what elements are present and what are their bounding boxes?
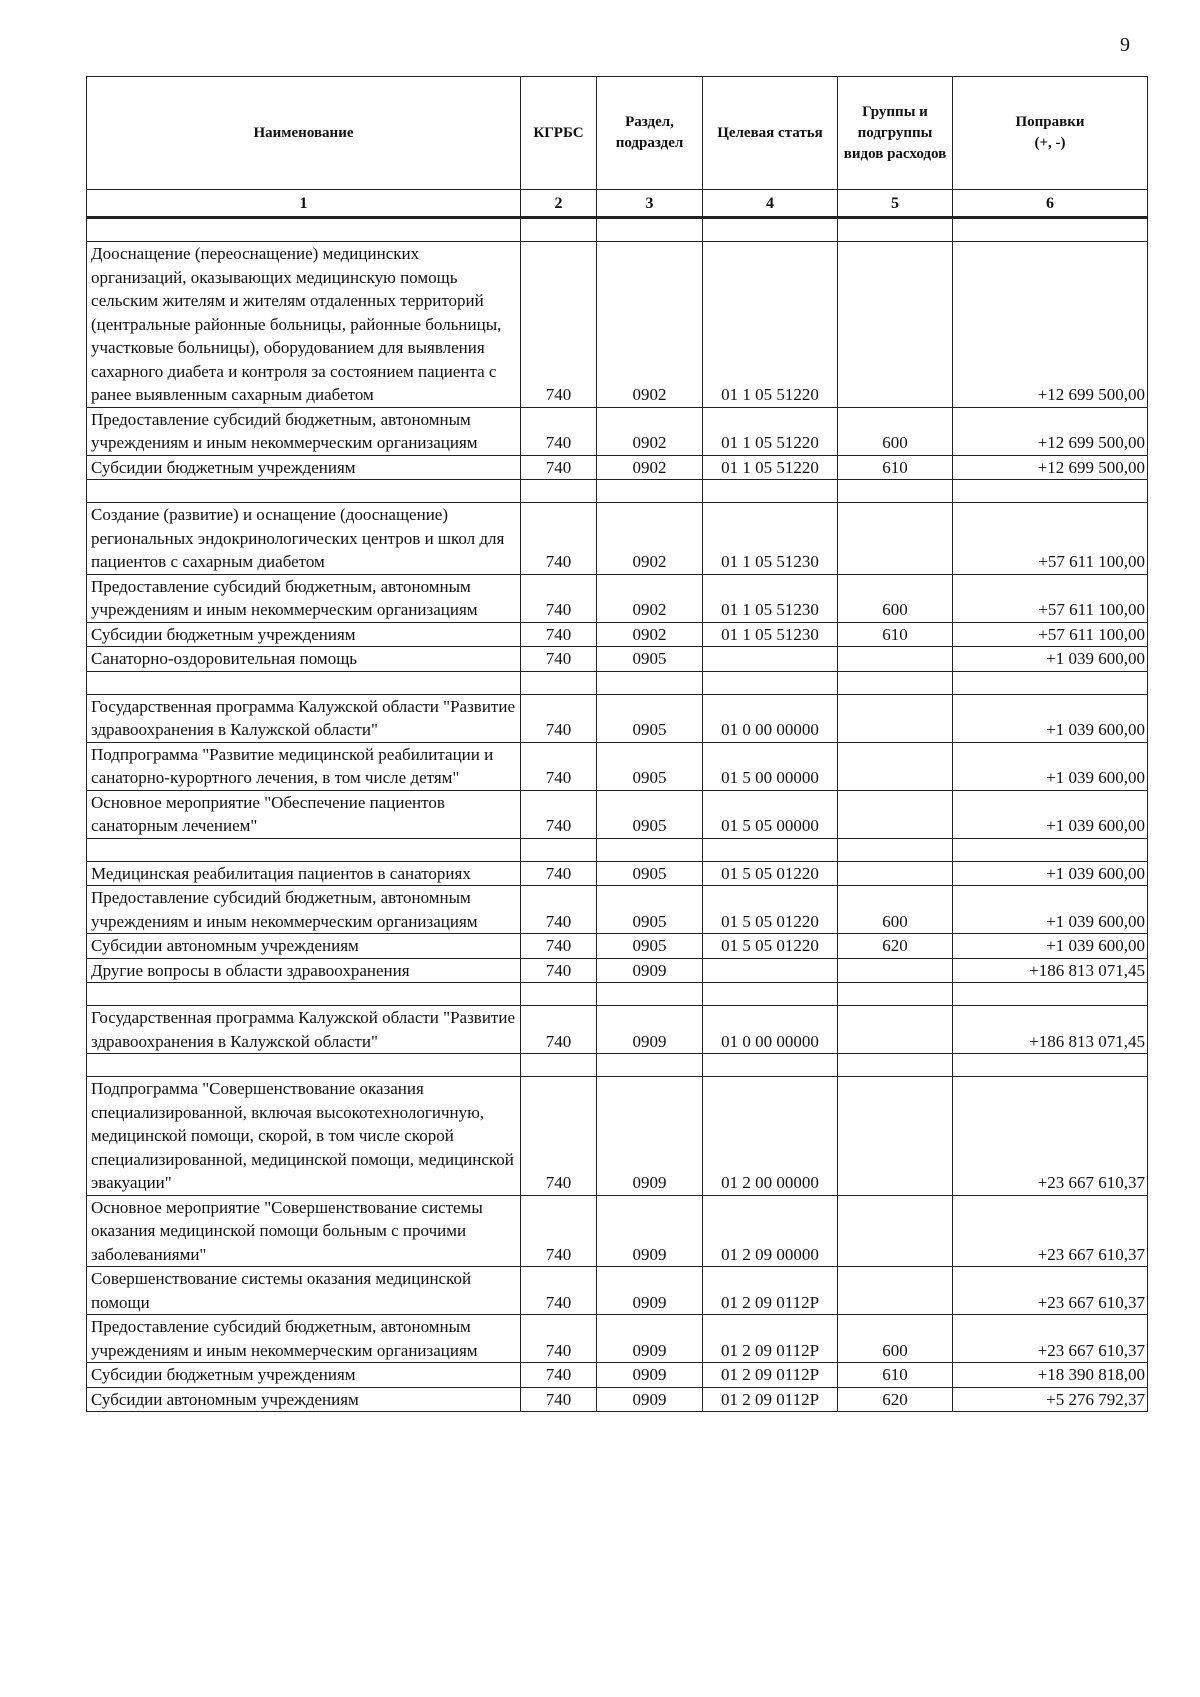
row-razdel: 0905	[597, 647, 703, 672]
row-kgrbs: 740	[521, 1077, 597, 1196]
row-name: Санаторно-оздоровительная помощь	[87, 647, 521, 672]
row-expense-group: 610	[838, 622, 953, 647]
page-number: 9	[1120, 34, 1130, 56]
column-number: 3	[597, 190, 703, 218]
row-target-article: 01 5 05 01220	[703, 861, 838, 886]
row-expense-group: 610	[838, 455, 953, 480]
header-target-article: Целевая статья	[703, 77, 838, 190]
spacer-cell	[953, 671, 1148, 694]
row-razdel: 0905	[597, 790, 703, 838]
row-razdel: 0909	[597, 1195, 703, 1267]
spacer-cell	[597, 480, 703, 503]
row-target-article: 01 1 05 51230	[703, 622, 838, 647]
row-razdel: 0902	[597, 455, 703, 480]
row-razdel: 0909	[597, 1363, 703, 1388]
spacer-cell	[953, 838, 1148, 861]
table-row	[87, 1267, 1148, 1315]
table-row	[87, 622, 1148, 647]
spacer-cell	[87, 983, 521, 1006]
table-row	[87, 742, 1148, 790]
spacer-cell	[521, 1054, 597, 1077]
header-amendments-sign: (+, -)	[1034, 135, 1066, 151]
table-row	[87, 694, 1148, 742]
row-amount: +1 039 600,00	[953, 742, 1148, 790]
spacer-cell	[597, 1054, 703, 1077]
row-expense-group	[838, 503, 953, 575]
spacer-cell	[838, 1054, 953, 1077]
row-target-article: 01 2 00 00000	[703, 1077, 838, 1196]
spacer-cell	[953, 1054, 1148, 1077]
spacer-cell	[703, 983, 838, 1006]
row-spacer	[87, 983, 1148, 1006]
row-amount: +23 667 610,37	[953, 1077, 1148, 1196]
spacer-cell	[87, 218, 521, 242]
column-number: 6	[953, 190, 1148, 218]
header-kgrbs: КГРБС	[521, 77, 597, 190]
row-target-article: 01 5 05 00000	[703, 790, 838, 838]
row-name: Субсидии автономным учреждениям	[87, 934, 521, 959]
row-target-article: 01 5 05 01220	[703, 934, 838, 959]
row-name: Предоставление субсидий бюджетным, автономным учреждениям и иным некоммерческим организациям	[87, 886, 521, 934]
table-row	[87, 503, 1148, 575]
row-kgrbs: 740	[521, 647, 597, 672]
row-target-article: 01 1 05 51230	[703, 503, 838, 575]
row-target-article	[703, 958, 838, 983]
row-expense-group: 600	[838, 1315, 953, 1363]
spacer-cell	[521, 218, 597, 242]
row-name: Предоставление субсидий бюджетным, автономным учреждениям и иным некоммерческим организациям	[87, 407, 521, 455]
spacer-cell	[838, 983, 953, 1006]
row-amount: +186 813 071,45	[953, 958, 1148, 983]
row-amount: +1 039 600,00	[953, 934, 1148, 959]
table-row	[87, 242, 1148, 408]
row-amount: +1 039 600,00	[953, 886, 1148, 934]
spacer-cell	[87, 838, 521, 861]
table-row	[87, 1006, 1148, 1054]
table-row	[87, 407, 1148, 455]
row-target-article: 01 2 09 0112Р	[703, 1363, 838, 1388]
row-amount: +12 699 500,00	[953, 455, 1148, 480]
row-razdel: 0902	[597, 242, 703, 408]
row-razdel: 0902	[597, 407, 703, 455]
spacer-cell	[838, 838, 953, 861]
spacer-cell	[838, 671, 953, 694]
row-amount: +5 276 792,37	[953, 1387, 1148, 1412]
row-target-article: 01 2 09 00000	[703, 1195, 838, 1267]
row-kgrbs: 740	[521, 622, 597, 647]
row-amount: +186 813 071,45	[953, 1006, 1148, 1054]
spacer-cell	[521, 671, 597, 694]
spacer-cell	[597, 838, 703, 861]
row-razdel: 0909	[597, 1387, 703, 1412]
row-name: Предоставление субсидий бюджетным, автономным учреждениям и иным некоммерческим организациям	[87, 1315, 521, 1363]
row-razdel: 0905	[597, 934, 703, 959]
spacer-cell	[703, 480, 838, 503]
row-name: Предоставление субсидий бюджетным, автономным учреждениям и иным некоммерческим организациям	[87, 574, 521, 622]
column-number: 4	[703, 190, 838, 218]
row-expense-group	[838, 1267, 953, 1315]
table-row	[87, 1315, 1148, 1363]
row-expense-group	[838, 647, 953, 672]
spacer-cell	[521, 838, 597, 861]
table-row	[87, 455, 1148, 480]
table-body	[87, 218, 1148, 1412]
spacer-cell	[838, 480, 953, 503]
table-header	[87, 77, 1148, 218]
row-expense-group: 600	[838, 574, 953, 622]
header-expense-groups: Группы и подгруппы видов расходов	[838, 77, 953, 190]
column-number: 1	[87, 190, 521, 218]
spacer-cell	[87, 480, 521, 503]
row-target-article: 01 2 09 0112Р	[703, 1315, 838, 1363]
row-kgrbs: 740	[521, 455, 597, 480]
spacer-cell	[838, 218, 953, 242]
spacer-cell	[703, 1054, 838, 1077]
row-razdel: 0909	[597, 1077, 703, 1196]
row-expense-group	[838, 242, 953, 408]
row-razdel: 0902	[597, 622, 703, 647]
row-amount: +1 039 600,00	[953, 790, 1148, 838]
row-target-article: 01 1 05 51220	[703, 242, 838, 408]
row-kgrbs: 740	[521, 1195, 597, 1267]
row-kgrbs: 740	[521, 574, 597, 622]
row-name: Подпрограмма "Совершенствование оказания специализированной, включая высокотехнологичную, медицинской помощи, скорой, в том числе скорой специализированной, медицинской помощи, медицинской эвакуации"	[87, 1077, 521, 1196]
row-kgrbs: 740	[521, 1363, 597, 1388]
row-kgrbs: 740	[521, 1267, 597, 1315]
row-kgrbs: 740	[521, 958, 597, 983]
row-amount: +1 039 600,00	[953, 861, 1148, 886]
row-amount: +57 611 100,00	[953, 503, 1148, 575]
row-kgrbs: 740	[521, 861, 597, 886]
row-razdel: 0909	[597, 958, 703, 983]
row-name: Государственная программа Калужской области "Развитие здравоохранения в Калужской области"	[87, 1006, 521, 1054]
row-kgrbs: 740	[521, 1387, 597, 1412]
table-row	[87, 861, 1148, 886]
row-target-article: 01 1 05 51220	[703, 455, 838, 480]
row-amount: +1 039 600,00	[953, 647, 1148, 672]
table-row	[87, 886, 1148, 934]
row-target-article: 01 1 05 51230	[703, 574, 838, 622]
header-amendments	[953, 77, 1148, 190]
row-razdel: 0902	[597, 574, 703, 622]
row-expense-group	[838, 790, 953, 838]
row-expense-group	[838, 1006, 953, 1054]
row-target-article: 01 2 09 0112Р	[703, 1267, 838, 1315]
header-name: Наименование	[87, 77, 521, 190]
row-amount: +23 667 610,37	[953, 1267, 1148, 1315]
row-spacer	[87, 218, 1148, 242]
row-expense-group	[838, 861, 953, 886]
row-expense-group	[838, 1195, 953, 1267]
row-expense-group: 610	[838, 1363, 953, 1388]
row-name: Другие вопросы в области здравоохранения	[87, 958, 521, 983]
row-name: Субсидии автономным учреждениям	[87, 1387, 521, 1412]
table-row	[87, 1077, 1148, 1196]
row-expense-group: 620	[838, 934, 953, 959]
row-razdel: 0905	[597, 694, 703, 742]
row-name: Субсидии бюджетным учреждениям	[87, 1363, 521, 1388]
row-kgrbs: 740	[521, 742, 597, 790]
spacer-cell	[521, 983, 597, 1006]
spacer-cell	[703, 838, 838, 861]
row-spacer	[87, 838, 1148, 861]
spacer-cell	[703, 671, 838, 694]
row-kgrbs: 740	[521, 934, 597, 959]
row-razdel: 0902	[597, 503, 703, 575]
row-razdel: 0909	[597, 1315, 703, 1363]
row-expense-group	[838, 742, 953, 790]
row-spacer	[87, 480, 1148, 503]
spacer-cell	[703, 218, 838, 242]
row-amount: +12 699 500,00	[953, 407, 1148, 455]
row-kgrbs: 740	[521, 242, 597, 408]
row-kgrbs: 740	[521, 1315, 597, 1363]
row-razdel: 0909	[597, 1267, 703, 1315]
spacer-cell	[953, 218, 1148, 242]
row-amount: +18 390 818,00	[953, 1363, 1148, 1388]
row-name: Создание (развитие) и оснащение (дооснащение) региональных эндокринологических центров и школ для пациентов с сахарным диабетом	[87, 503, 521, 575]
row-amount: +1 039 600,00	[953, 694, 1148, 742]
spacer-cell	[597, 671, 703, 694]
row-name: Государственная программа Калужской области "Развитие здравоохранения в Калужской области"	[87, 694, 521, 742]
row-amount: +12 699 500,00	[953, 242, 1148, 408]
row-target-article: 01 5 00 00000	[703, 742, 838, 790]
spacer-cell	[87, 1054, 521, 1077]
row-kgrbs: 740	[521, 790, 597, 838]
row-amount: +23 667 610,37	[953, 1195, 1148, 1267]
row-kgrbs: 740	[521, 503, 597, 575]
row-target-article	[703, 647, 838, 672]
table-row	[87, 958, 1148, 983]
row-expense-group: 600	[838, 886, 953, 934]
spacer-cell	[521, 480, 597, 503]
row-amount: +23 667 610,37	[953, 1315, 1148, 1363]
row-kgrbs: 740	[521, 407, 597, 455]
table-row	[87, 1363, 1148, 1388]
row-name: Основное мероприятие "Обеспечение пациентов санаторным лечением"	[87, 790, 521, 838]
row-razdel: 0905	[597, 886, 703, 934]
row-name: Подпрограмма "Развитие медицинской реабилитации и санаторно-курортного лечения, в том числе детям"	[87, 742, 521, 790]
header-razdel: Раздел, подраздел	[597, 77, 703, 190]
row-amount: +57 611 100,00	[953, 622, 1148, 647]
row-kgrbs: 740	[521, 1006, 597, 1054]
row-razdel: 0905	[597, 861, 703, 886]
column-number: 5	[838, 190, 953, 218]
row-name: Совершенствование системы оказания медицинской помощи	[87, 1267, 521, 1315]
row-amount: +57 611 100,00	[953, 574, 1148, 622]
row-expense-group: 620	[838, 1387, 953, 1412]
header-amendments-title: Поправки	[1015, 114, 1085, 130]
row-razdel: 0905	[597, 742, 703, 790]
row-target-article: 01 1 05 51220	[703, 407, 838, 455]
row-target-article: 01 2 09 0112Р	[703, 1387, 838, 1412]
row-target-article: 01 0 00 00000	[703, 694, 838, 742]
row-expense-group	[838, 1077, 953, 1196]
row-spacer	[87, 671, 1148, 694]
row-expense-group: 600	[838, 407, 953, 455]
row-name: Субсидии бюджетным учреждениям	[87, 622, 521, 647]
row-razdel: 0909	[597, 1006, 703, 1054]
row-expense-group	[838, 694, 953, 742]
table-row	[87, 934, 1148, 959]
spacer-cell	[953, 983, 1148, 1006]
row-kgrbs: 740	[521, 886, 597, 934]
row-target-article: 01 0 00 00000	[703, 1006, 838, 1054]
row-expense-group	[838, 958, 953, 983]
table-row	[87, 1195, 1148, 1267]
row-kgrbs: 740	[521, 694, 597, 742]
budget-amendments-table	[86, 76, 1148, 1412]
table-row	[87, 574, 1148, 622]
spacer-cell	[597, 218, 703, 242]
table-row	[87, 647, 1148, 672]
spacer-cell	[953, 480, 1148, 503]
row-target-article: 01 5 05 01220	[703, 886, 838, 934]
row-name: Медицинская реабилитация пациентов в санаториях	[87, 861, 521, 886]
column-number: 2	[521, 190, 597, 218]
table-row	[87, 790, 1148, 838]
row-name: Основное мероприятие "Совершенствование системы оказания медицинской помощи больным с прочими заболеваниями"	[87, 1195, 521, 1267]
spacer-cell	[87, 671, 521, 694]
spacer-cell	[597, 983, 703, 1006]
row-spacer	[87, 1054, 1148, 1077]
row-name: Дооснащение (переоснащение) медицинских организаций, оказывающих медицинскую помощь сельским жителям и жителям отдаленных территорий (центральные районные больницы, районные больницы, участковые больницы), оборудованием для выявления сахарного диабета и контроля за состоянием пациента с ранее выявленным сахарным диабетом	[87, 242, 521, 408]
row-name: Субсидии бюджетным учреждениям	[87, 455, 521, 480]
table-row	[87, 1387, 1148, 1412]
